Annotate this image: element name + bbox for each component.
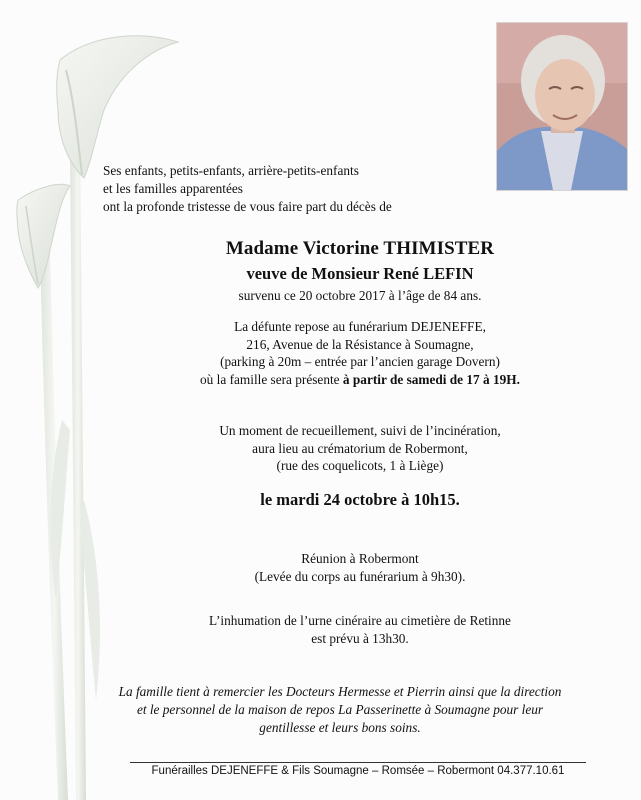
calla-lily-illustration <box>0 0 200 800</box>
funerarium-info <box>150 318 570 388</box>
thanks-line: gentillesse et leurs bons soins. <box>259 720 421 735</box>
widow-of: veuve de Monsieur René LEFIN <box>246 264 474 283</box>
ceremony-info <box>150 422 570 475</box>
funeral-home-footer: Funérailles DEJENEFFE & Fils Soumagne – Romsée – Robermont 04.377.10.61 <box>151 765 565 777</box>
passing-date: survenu ce 20 octobre 2017 à l’âge de 84 ans. <box>238 288 482 303</box>
thanks-line: La famille tient à remercier les Docteurs Hermesse et Pierrin ainsi que la direction <box>118 684 562 699</box>
visiting-intro: où la famille sera présente <box>200 371 343 387</box>
intro-line: et les familles apparentées <box>103 181 243 196</box>
ceremony-date: le mardi 24 octobre à 10h15. <box>260 490 460 509</box>
thanks-message <box>100 683 580 737</box>
funerarium-line <box>150 371 570 389</box>
burial-line: est prévu à 13h30. <box>311 630 409 646</box>
ceremony-line: Un moment de recueillement, suivi de l’incinération, <box>219 423 501 438</box>
funerarium-line: (parking à 20m – entrée par l’ancien garage Dovern) <box>220 354 500 369</box>
thanks-line: et le personnel de la maison de repos La Passerinette à Soumagne pour leur <box>136 702 544 717</box>
meeting-line: (Levée du corps au funérarium à 9h30). <box>254 568 466 584</box>
funerarium-line: La défunte repose au funérarium DEJENEFFE, <box>234 319 486 334</box>
footer-divider <box>130 762 586 763</box>
burial-info <box>150 612 570 647</box>
ceremony-line: (rue des coquelicots, 1 à Liège) <box>276 458 444 473</box>
meeting-info <box>150 550 570 585</box>
portrait-photo <box>496 22 628 191</box>
intro-line: Ses enfants, petits-enfants, arrière-petits-enfants <box>103 163 359 178</box>
meeting-line: Réunion à Robermont <box>301 551 419 566</box>
deceased-name: Madame Victorine THIMISTER <box>225 238 495 259</box>
intro-text <box>103 162 392 216</box>
intro-line: ont la profonde tristesse de vous faire part du décès de <box>103 199 392 214</box>
ceremony-line: aura lieu au crématorium de Robermont, <box>252 440 468 456</box>
burial-line: L’inhumation de l’urne cinéraire au cimetière de Retinne <box>209 613 511 628</box>
visiting-hours: à partir de samedi de 17 à 19H. <box>342 371 520 387</box>
funerarium-line: 216, Avenue de la Résistance à Soumagne, <box>246 336 474 352</box>
